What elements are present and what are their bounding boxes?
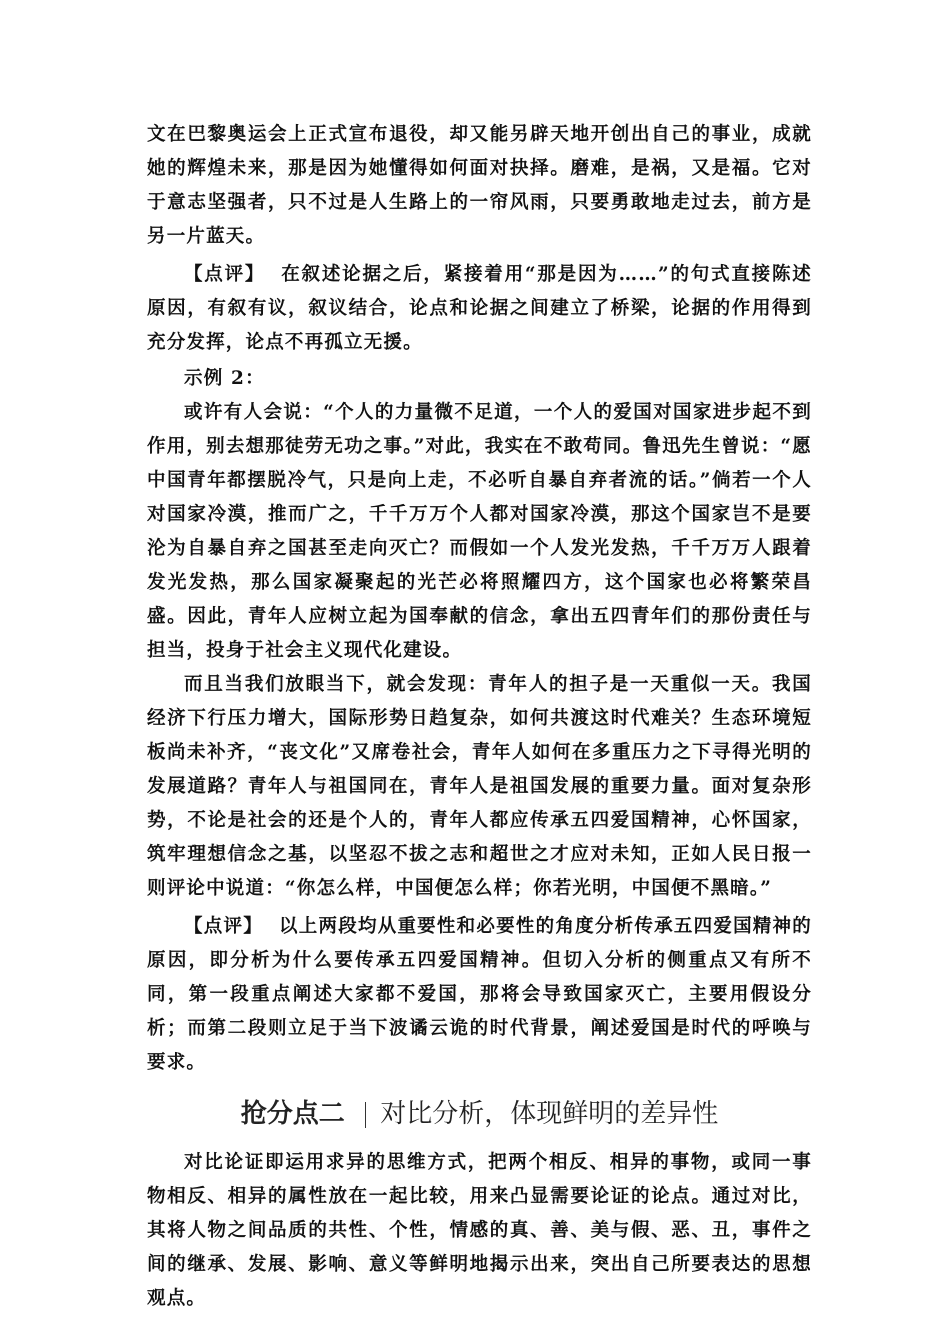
paragraph-2: 或许有人会说：“个人的力量微不足道，一个人的爱国对国家进步起不到作用，别去想那徒劳无功之事。”对此，我实在不敢苟同。鲁迅先生曾说：“愿中国青年都摆脱冷气，只是向上走，不必听自暴自弃者流的话。”倘若一个人对国家冷漠，推而广之，千千万万个人都对国家冷漠，那这个国家岂不是要沦为自暴自弃之国甚至走向灭亡？而假如一个人发光发热，千千万万人跟着发光发热，那么国家凝聚起的光芒必将照耀四方，这个国家也必将繁荣昌盛。因此，青年人应树立起为国奉献的信念，拿出五四青年们的那份责任与担当，投身于社会主义现代化建设。 xyxy=(147,402,812,661)
heading-key: 抢分点二 xyxy=(240,1099,345,1129)
review-2-tag: 【点评】 xyxy=(184,916,263,937)
paragraph-3: 而且当我们放眼当下，就会发现：青年人的担子是一天重似一天。我国经济下行压力增大，国际形势日趋复杂，如何共渡这时代难关？生态环境短板尚未补齐，“丧文化”又席卷社会，青年人如何在多重压力之下寻得光明的发展道路？青年人与祖国同在，青年人是祖国发展的重要力量。面对复杂形势，不论是社会的还是个人的，青年人都应传承五四爱国精神，心怀国家，筑牢理想信念之基，以坚忍不拔之志和超世之才应对未知，正如人民日报一则评论中说道：“你怎么样，中国便怎么样；你若光明，中国便不黑暗。” xyxy=(147,674,812,899)
review-2 xyxy=(147,910,812,1080)
section-heading xyxy=(147,1094,812,1134)
document-page xyxy=(147,118,812,1316)
review-1 xyxy=(147,258,812,360)
paragraph-1: 文在巴黎奥运会上正式宣布退役，却又能另辟天地开创出自己的事业，成就她的辉煌未来，那是因为她懂得如何面对抉择。磨难，是祸，又是福。它对于意志坚强者，只不过是人生路上的一帘风雨，只要勇敢地走过去，前方是另一片蓝天。 xyxy=(147,124,812,247)
paragraph-4: 对比论证即运用求异的思维方式，把两个相反、相异的事物，或同一事物相反、相异的属性放在一起比较，用来凸显需要论证的论点。通过对比，其将人物之间品质的共性、个性，情感的真、善、美与假、恶、丑，事件之间的继承、发展、影响、意义等鲜明地揭示出来，突出自己所要表达的思想观点。 xyxy=(147,1152,812,1309)
review-1-tag: 【点评】 xyxy=(184,264,266,285)
heading-title: 对比分析，体现鲜明的差异性 xyxy=(380,1099,719,1129)
heading-divider xyxy=(365,1102,367,1128)
review-2-text: 以上两段均从重要性和必要性的角度分析传承五四爱国精神的原因，即分析为什么要传承五四爱国精神。但切入分析的侧重点又有所不同，第一段重点阐述大家都不爱国，那将会导致国家灭亡，主要用假设分析；而第二段则立足于当下波谲云诡的时代背景，阐述爱国是时代的呼唤与要求。 xyxy=(147,916,812,1073)
review-1-text: 在叙述论据之后，紧接着用“那是因为……”的句式直接陈述原因，有叙有议，叙议结合，论点和论据之间建立了桥梁，论据的作用得到充分发挥，论点不再孤立无援。 xyxy=(147,264,812,353)
example-2-label: 示例 2： xyxy=(184,368,265,389)
